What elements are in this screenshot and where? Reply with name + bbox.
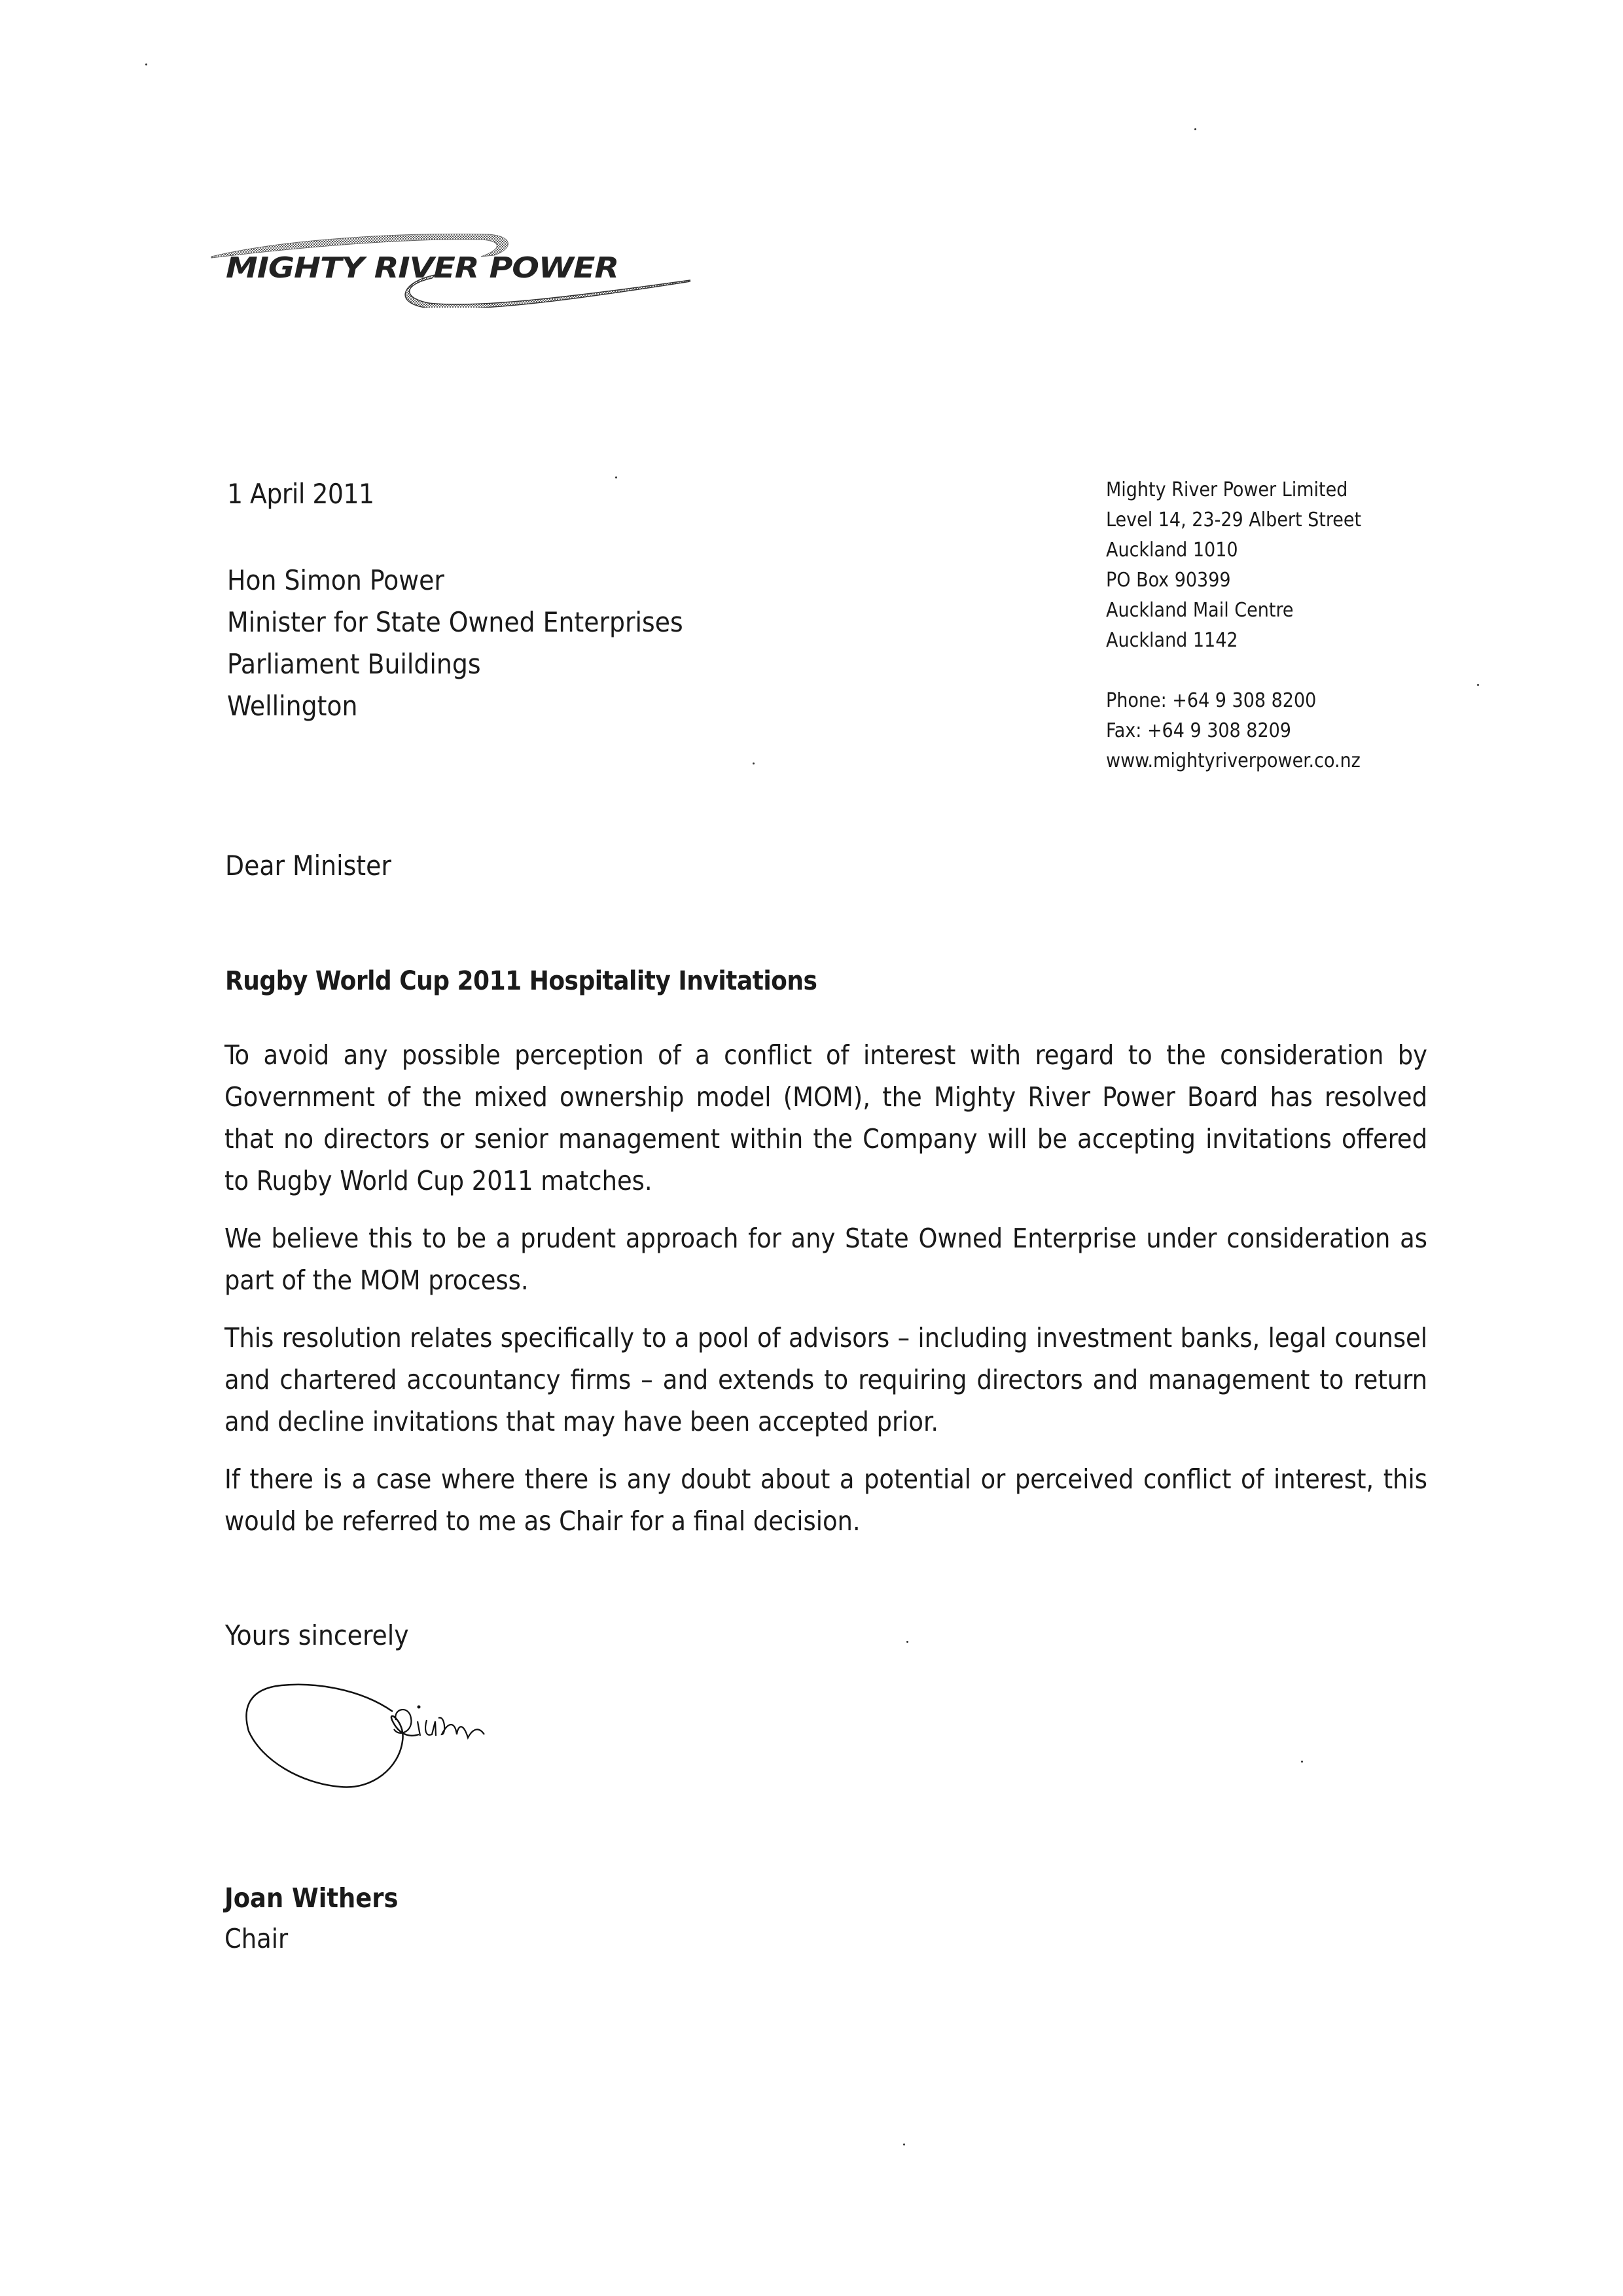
subject-heading: Rugby World Cup 2011 Hospitality Invitations [225,966,817,996]
body-paragraph: We believe this to be a prudent approach for any State Owned Enterprise under consideration as part of the MOM process. [224,1223,1427,1296]
signer-name: Joan Withers [224,1882,399,1914]
salutation: Dear Minister [225,850,391,882]
address-line: Auckland Mail Centre [1106,599,1294,622]
body-paragraph: To avoid any possible perception of a conflict of interest with regard to the consideration by Government of the mixed ownership model (MOM), the Mighty River Power Board has resolved that no directors or senior management within the Company will be accepting invitations offered to Rugby World Cup 2011 matches. [224,1039,1427,1196]
fax-number: Fax: +64 9 308 8209 [1106,719,1291,742]
address-line: Auckland 1010 [1106,539,1238,562]
address-line: Level 14, 23-29 Albert Street [1106,509,1362,531]
scan-speck [906,1641,908,1643]
body-paragraph: If there is a case where there is any doubt about a potential or perceived conflict of interest, this would be referred to me as Chair for a final decision. [224,1463,1427,1537]
scan-speck [1194,128,1196,130]
address-line: Auckland 1142 [1106,629,1238,652]
recipient-line: Wellington [227,690,358,722]
phone-number: Phone: +64 9 308 8200 [1106,689,1317,712]
recipient-line: Hon Simon Power [227,564,444,596]
recipient-line: Minister for State Owned Enterprises [227,606,683,638]
letter-body [224,1034,1427,1558]
sender-address [1106,475,1361,776]
scan-speck [145,63,147,65]
signer-title: Chair [224,1923,289,1954]
address-line: PO Box 90399 [1106,569,1231,592]
signature-icon [242,1669,543,1800]
scan-speck [615,476,617,478]
closing: Yours sincerely [225,1619,409,1651]
website-link[interactable]: www.mightyriverpower.co.nz [1106,749,1361,772]
scan-speck [1477,684,1479,686]
body-paragraph: This resolution relates specifically to a pool of advisors – including investment banks, legal counsel and chartered accountancy firms – and extends to requiring directors and management to return and decline invitations that may have been accepted prior. [224,1322,1427,1437]
recipient-address [227,560,683,727]
recipient-line: Parliament Buildings [227,648,481,680]
address-line: Mighty River Power Limited [1106,478,1348,501]
scan-speck [753,762,755,764]
address-spacer [1106,656,1361,686]
letter-date: 1 April 2011 [227,478,374,510]
river-swoosh-logo-icon [206,209,690,308]
scan-speck [1301,1761,1303,1763]
company-logo [206,209,690,308]
logo-wordmark: MIGHTY RIVER POWER [226,251,618,285]
scan-speck [903,2144,905,2145]
